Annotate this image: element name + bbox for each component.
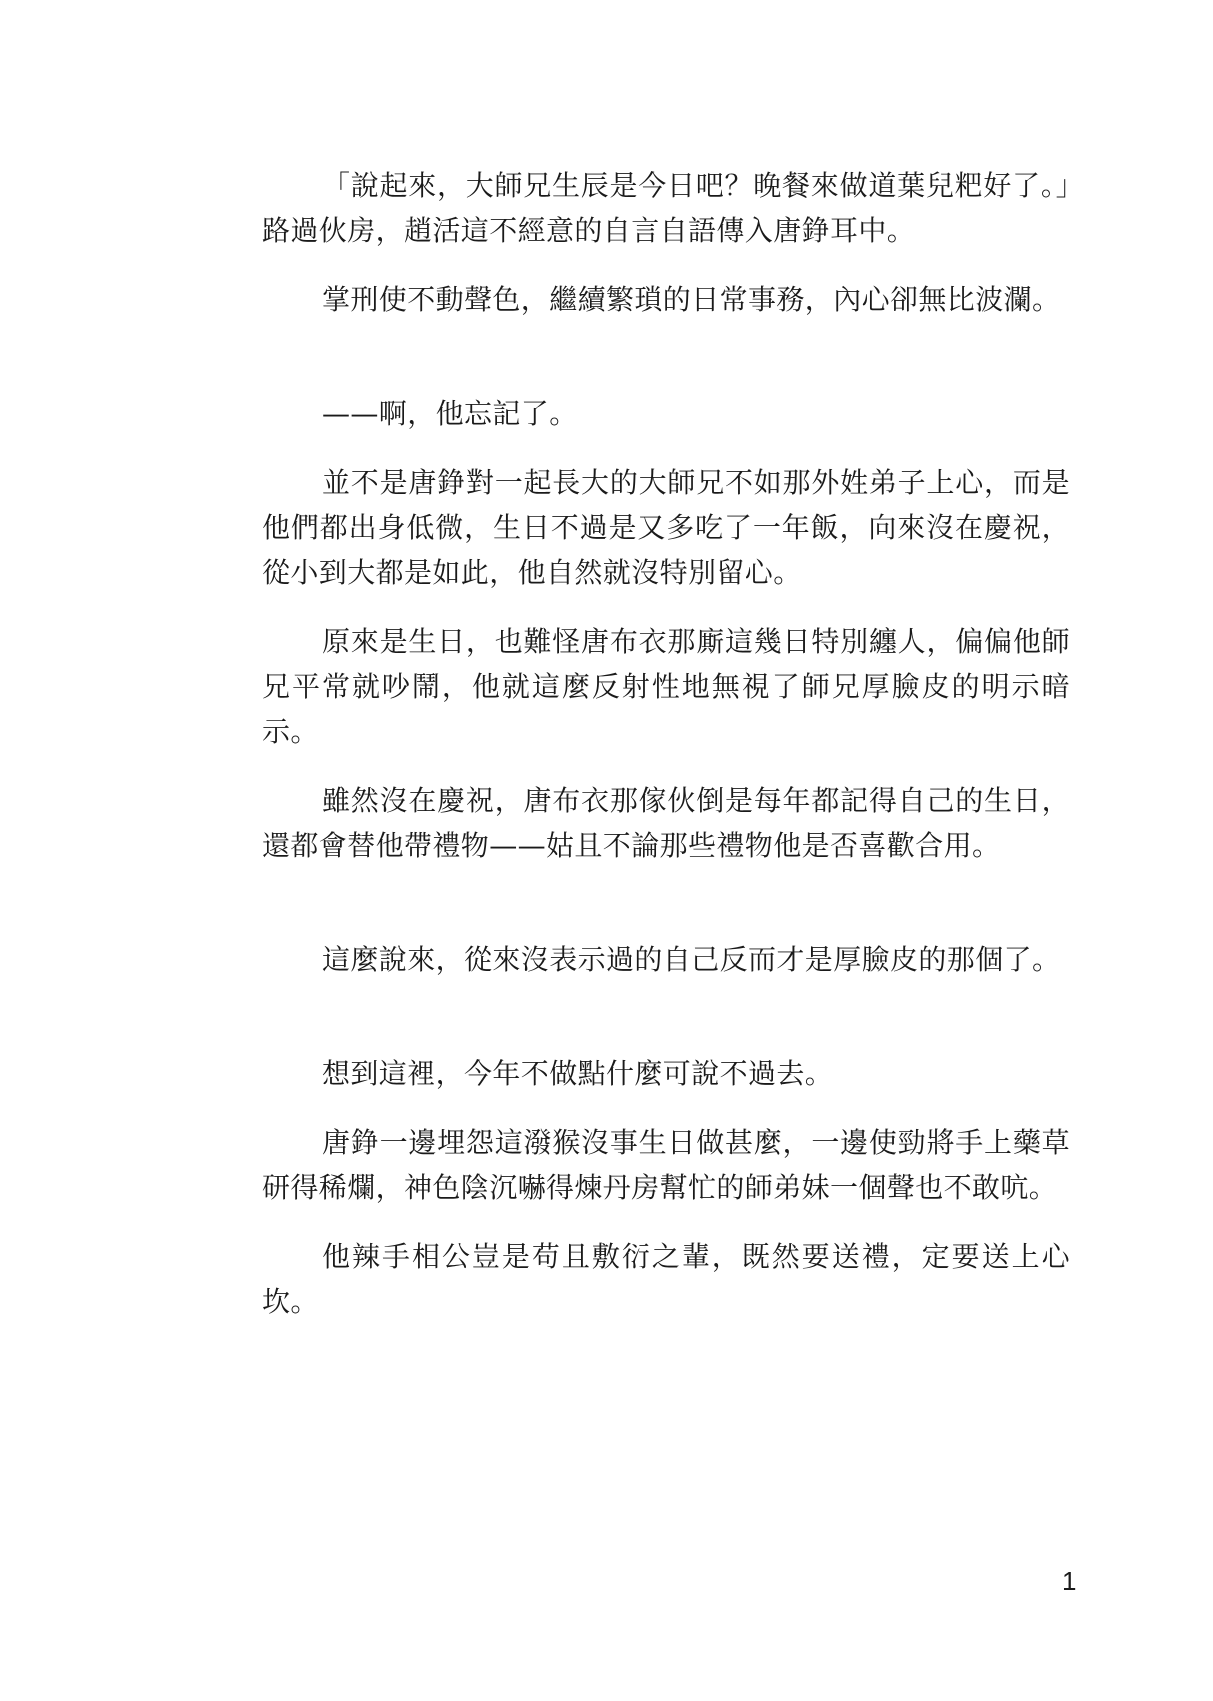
page-number: 1 [1062, 1566, 1077, 1596]
paragraph-2: 掌刑使不動聲色，繼續繁瑣的日常事務，內心卻無比波瀾。 [322, 283, 1061, 316]
paragraph-3: ——啊，他忘記了。 [322, 397, 578, 430]
body-text [262, 163, 1070, 1348]
paragraph-7: 這麼說來，從來沒表示過的自己反而才是厚臉皮的那個了。 [322, 943, 1061, 976]
paragraph-5: 原來是生日，也難怪唐布衣那廝這幾日特別纏人，偏偏他師兄平常就吵鬧，他就這麼反射性地無視了師兄厚臉皮的明示暗示。 [262, 625, 1070, 748]
blank-line [262, 1006, 1070, 1051]
blank-line [262, 892, 1070, 937]
paragraph-8: 想到這裡，今年不做點什麼可說不過去。 [322, 1057, 834, 1090]
paragraph-4: 並不是唐錚對一起長大的大師兄不如那外姓弟子上心，而是他們都出身低微，生日不過是又多吃了一年飯，向來沒在慶祝，從小到大都是如此，他自然就沒特別留心。 [262, 466, 1070, 589]
blank-line [262, 346, 1070, 391]
paragraph-6: 雖然沒在慶祝，唐布衣那傢伙倒是每年都記得自己的生日，還都會替他帶禮物——姑且不論那些禮物他是否喜歡合用。 [262, 784, 1070, 862]
paragraph-10: 他辣手相公豈是苟且敷衍之輩，既然要送禮，定要送上心坎。 [262, 1240, 1070, 1318]
paragraph-1: 「說起來，大師兄生辰是今日吧？晚餐來做道葉兒粑好了。」路過伙房，趙活這不經意的自言自語傳入唐錚耳中。 [262, 169, 1070, 247]
paragraph-9: 唐錚一邊埋怨這潑猴沒事生日做甚麼，一邊使勁將手上藥草研得稀爛，神色陰沉嚇得煉丹房幫忙的師弟妹一個聲也不敢吭。 [262, 1126, 1070, 1204]
